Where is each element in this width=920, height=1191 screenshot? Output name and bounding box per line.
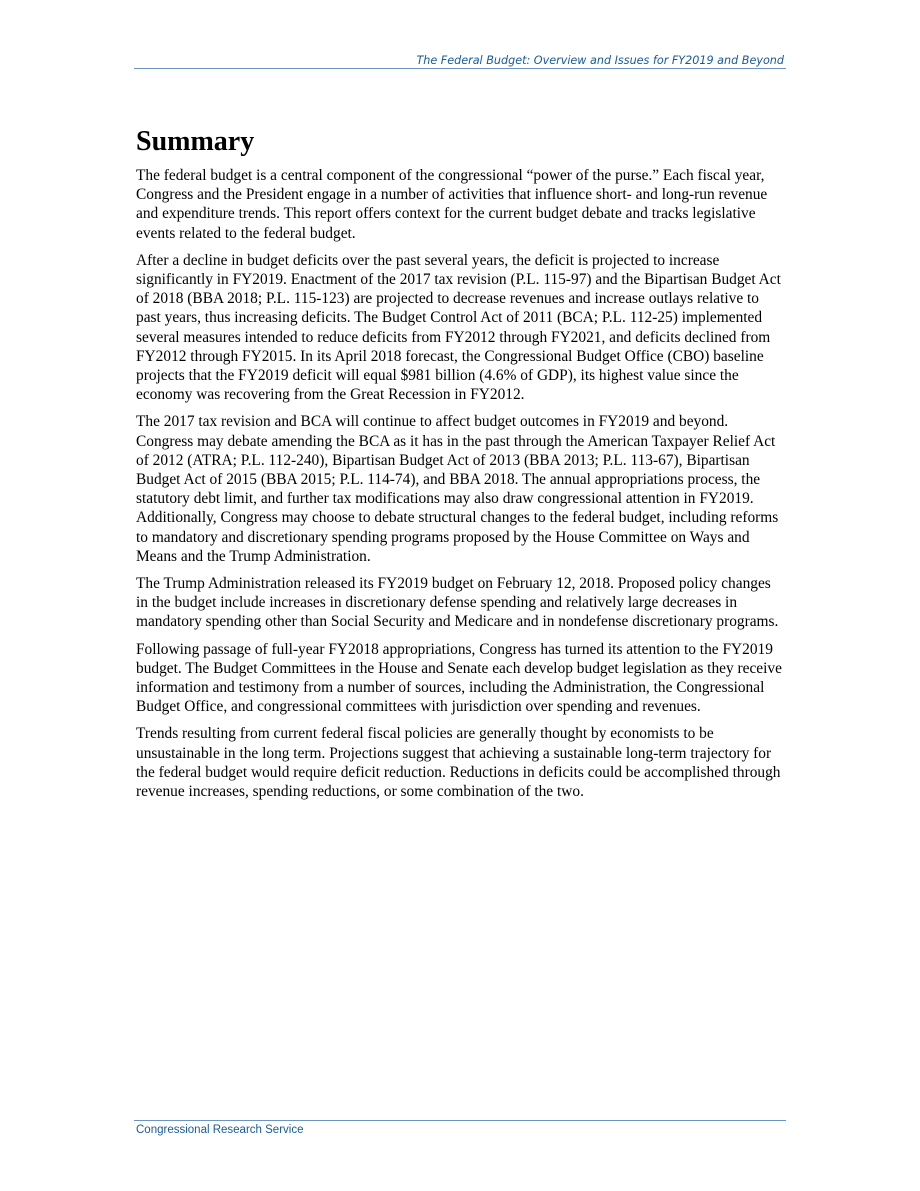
paragraph-5: Following passage of full-year FY2018 appropriations, Congress has turned its attention to the FY2019 budget. The Budget Committees in the House and Senate each develop budget legislation as they receive information and testimony from a number of sources, including the Administration, the Congressional Budget Office, and congressional committees with jurisdiction over spending and revenues. — [136, 640, 782, 716]
paragraph-4: The Trump Administration released its FY2019 budget on February 12, 2018. Proposed policy changes in the budget include increases in discretionary defense spending and relatively large decreases in mandatory spending other than Social Security and Medicare and in nondefense discretionary programs. — [136, 575, 779, 631]
paragraph-6: Trends resulting from current federal fiscal policies are generally thought by economists to be unsustainable in the long term. Projections suggest that achieving a sustainable long-term trajectory for the federal budget would require deficit reduction. Reductions in deficits could be accomplished through revenue increases, spending reductions, or some combination of the two. — [136, 725, 781, 801]
footer-divider — [134, 1120, 786, 1121]
paragraph-1: The federal budget is a central component of the congressional “power of the purse.” Each fiscal year, Congress and the President engage in a number of activities that influence short- and long-run revenue and expenditure trends. This report offers context for the current budget debate and tracks legislative events related to the federal budget. — [136, 167, 768, 242]
paragraph-2: After a decline in budget deficits over the past several years, the deficit is projected to increase significantly in FY2019. Enactment of the 2017 tax revision (P.L. 115-97) and the Bipartisan Budget Act of 2018 (BBA 2018; P.L. 115-123) are projected to decrease revenues and increase outlays relative to past years, thus increasing deficits. The Budget Control Act of 2011 (BCA; P.L. 112-25) implemented several measures intended to reduce deficits from FY2012 through FY2021, and deficits declined from FY2012 through FY2015. In its April 2018 forecast, the Congressional Budget Office (CBO) baseline projects that the FY2019 deficit will equal $981 billion (4.6% of GDP), its highest value since the economy was recovering from the Great Recession in FY2012. — [136, 251, 781, 404]
running-header: The Federal Budget: Overview and Issues for FY2019 and Beyond — [416, 54, 784, 67]
header-divider — [134, 68, 786, 69]
section-title: Summary — [136, 126, 255, 157]
footer-organization: Congressional Research Service — [136, 1124, 304, 1136]
paragraph-3: The 2017 tax revision and BCA will continue to affect budget outcomes in FY2019 and beyond. Congress may debate amending the BCA as it has in the past through the American Taxpayer Relief Act of 2012 (ATRA; P.L. 112-240), Bipartisan Budget Act of 2013 (BBA 2013; P.L. 113-67), Bipartisan Budget Act of 2015 (BBA 2015; P.L. 114-74), and BBA 2018. The annual appropriations process, the statutory debt limit, and further tax modifications may also draw congressional attention in FY2019. Additionally, Congress may choose to debate structural changes to the federal budget, including reforms to mandatory and discretionary spending programs proposed by the House Committee on Ways and Means and the Trump Administration. — [136, 413, 779, 565]
summary-section — [136, 124, 786, 809]
